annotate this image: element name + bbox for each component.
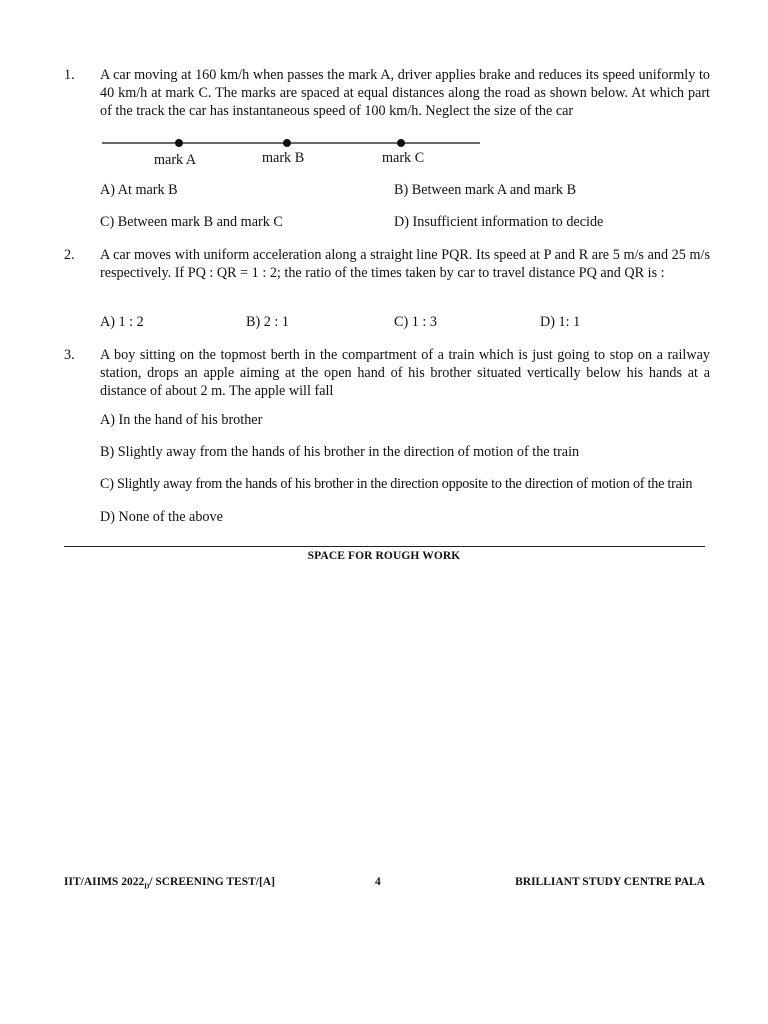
q2-option-a[interactable]: A) 1 : 2 [100,314,144,330]
q3-option-a[interactable]: A) In the hand of his brother [100,412,263,428]
footer-exam-code [64,876,275,890]
question-number: 1. [64,67,75,83]
footer-exam-type: / SCREENING TEST/[A] [149,876,275,888]
q3-option-b[interactable]: B) Slightly away from the hands of his brother in the direction of motion of the train [100,444,580,460]
mark-b-dot [283,139,291,147]
q2-option-b[interactable]: B) 2 : 1 [246,314,289,330]
mark-a-label: mark A [154,152,197,168]
q1-option-a[interactable]: A) At mark B [100,182,178,198]
q1-option-b[interactable]: B) Between mark A and mark B [394,182,577,198]
question-text: A boy sitting on the topmost berth in the compartment of a train which is just going to stop on a railway station, drops an apple aiming at the open hand of his brother situated vertically below his hands at a distance of about 2 m. The apple will fall [100,347,710,399]
q3-option-c[interactable]: C) Slightly away from the hands of his brother in the direction opposite to the direction of motion of the train [100,476,693,492]
rough-work-heading: SPACE FOR ROUGH WORK [307,550,461,562]
question-number: 2. [64,247,75,263]
q3-option-d[interactable]: D) None of the above [100,509,223,525]
mark-c-dot [397,139,405,147]
mark-c-label: mark C [382,150,425,166]
footer-exam-name: IIT/AIIMS 2022 [64,876,145,888]
question-number: 3. [64,347,75,363]
question-text: A car moves with uniform acceleration along a straight line PQR. Its speed at P and R are 5 m/s and 25 m/s respectively. If PQ : QR = 1 : 2; the ratio of the times taken by car to travel distance PQ and QR is : [100,247,710,281]
footer-exam-subscript: D [144,882,150,891]
mark-a-dot [175,139,183,147]
q1-option-c[interactable]: C) Between mark B and mark C [100,214,283,230]
q2-option-c[interactable]: C) 1 : 3 [394,314,437,330]
mark-b-label: mark B [262,150,305,166]
footer-institute: BRILLIANT STUDY CENTRE PALA [515,876,705,888]
rough-work-divider [64,546,705,547]
footer-page-number: 4 [375,876,381,888]
question-text: A car moving at 160 km/h when passes the mark A, driver applies brake and reduces its speed uniformly to 40 km/h at mark C. The marks are spaced at equal distances along the road as shown below. At which part of the track the car has instantaneous speed of 100 km/h. Neglect the size of the car [100,67,710,119]
q1-option-d[interactable]: D) Insufficient information to decide [394,214,604,230]
q2-option-d[interactable]: D) 1: 1 [540,314,581,330]
